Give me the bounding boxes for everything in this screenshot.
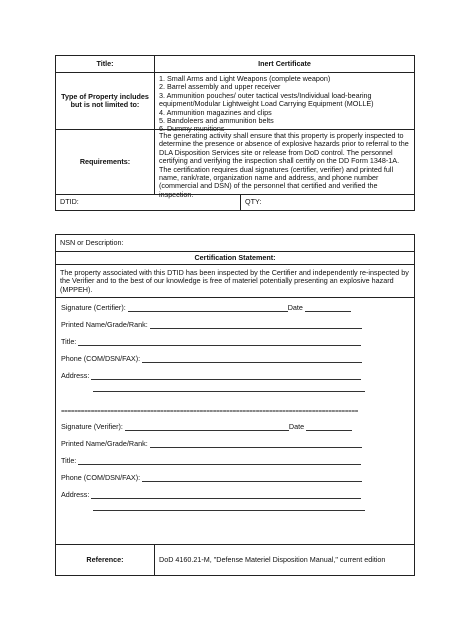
- verifier-title-line[interactable]: [78, 456, 361, 465]
- certifier-title-row: [61, 337, 361, 346]
- verifier-signature-label: Signature (Verifier):: [61, 422, 123, 431]
- verifier-signature-line[interactable]: [125, 422, 289, 431]
- certifier-date-label: Date: [287, 303, 303, 312]
- certifier-signature-row: [61, 303, 351, 312]
- nsn-field[interactable]: NSN or Description:: [55, 234, 415, 252]
- signature-block: [55, 297, 415, 545]
- verifier-address-row: [61, 490, 361, 499]
- verifier-phone-line[interactable]: [142, 473, 362, 482]
- reference-label: Reference:: [55, 544, 155, 576]
- verifier-title-row: [61, 456, 361, 465]
- verifier-name-line[interactable]: [150, 439, 362, 448]
- property-item: 5. Bandoleers and ammunition belts: [159, 116, 274, 126]
- certifier-phone-line[interactable]: [142, 354, 362, 363]
- certifier-address-row: [61, 371, 361, 380]
- certifier-date-line[interactable]: [305, 303, 351, 312]
- verifier-signature-row: [61, 422, 352, 431]
- qty-field[interactable]: QTY:: [240, 194, 415, 211]
- requirements-text: The generating activity shall ensure that this property is properly inspected to determine the presence or absence of explosive hazards prior to referral to the DLA Disposition Services site or release from DoD control. The personnel certifying and verifying the inspection shall certify on the DD Form 1348-1A. The certification requires dual signatures (certifier, verifier) and printed full name, rank/rate, organization name and address, and phone number (commercial and DSN) of the personnel that certified and verified the inspection.: [154, 129, 415, 195]
- certifier-signature-line[interactable]: [128, 303, 288, 312]
- property-item: 2. Barrel assembly and upper receiver: [159, 82, 281, 92]
- property-list: [159, 75, 410, 134]
- reference-text: DoD 4160.21-M, "Defense Materiel Disposition Manual," current edition: [154, 544, 415, 576]
- certifier-name-row: [61, 320, 362, 329]
- property-label: Type of Property includes but is not limited to:: [55, 72, 155, 130]
- cert-statement-text: The property associated with this DTID has been inspected by the Certifier and independently re-inspected by the Verifier and to the best of our knowledge is free of materiel potentially presenting an explosive hazard (MPPEH).: [55, 264, 415, 298]
- verifier-name-label: Printed Name/Grade/Rank:: [61, 439, 148, 448]
- verifier-date-line[interactable]: [306, 422, 352, 431]
- dtid-field[interactable]: DTID:: [55, 194, 241, 211]
- title-value: Inert Certificate: [154, 55, 415, 73]
- property-list-cell: [154, 72, 415, 134]
- verifier-phone-label: Phone (COM/DSN/FAX):: [61, 473, 141, 482]
- certifier-title-label: Title:: [61, 337, 77, 346]
- verifier-phone-row: [61, 473, 362, 482]
- title-label: Title:: [55, 55, 155, 73]
- verifier-address-label: Address:: [61, 490, 90, 499]
- certifier-name-line[interactable]: [150, 320, 362, 329]
- requirements-label: Requirements:: [55, 129, 155, 195]
- certifier-phone-label: Phone (COM/DSN/FAX):: [61, 354, 141, 363]
- certifier-name-label: Printed Name/Grade/Rank:: [61, 320, 148, 329]
- verifier-title-label: Title:: [61, 456, 77, 465]
- property-item: 6. Dummy munitions: [159, 124, 225, 134]
- certifier-address-line-2[interactable]: [93, 391, 365, 392]
- certifier-signature-label: Signature (Certifier):: [61, 303, 126, 312]
- certifier-address-label: Address:: [61, 371, 90, 380]
- certifier-phone-row: [61, 354, 362, 363]
- certifier-address-line[interactable]: [91, 371, 361, 380]
- property-item: 4. Ammunition magazines and clips: [159, 107, 272, 117]
- cert-statement-label: Certification Statement:: [55, 251, 415, 265]
- verifier-date-label: Date: [288, 422, 305, 431]
- certifier-title-line[interactable]: [78, 337, 361, 346]
- property-item: 1. Small Arms and Light Weapons (complete weapon): [159, 74, 331, 83]
- property-item: 3. Ammunition pouches/ outer tactical vests/Individual load-bearing equipment/Modular Lightweight Load Carrying Equipment (MOLLE): [159, 90, 374, 109]
- verifier-name-row: [61, 439, 362, 448]
- verifier-address-line-2[interactable]: [93, 510, 365, 511]
- section-separator: ==========================================================================================: [61, 408, 359, 415]
- verifier-address-line[interactable]: [91, 490, 361, 499]
